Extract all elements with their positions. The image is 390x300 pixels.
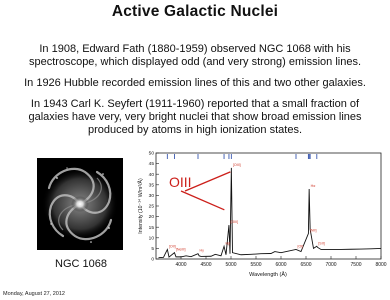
footer-date: Monday, August 27, 2012 bbox=[3, 291, 65, 297]
emission-line-label: [OII] bbox=[168, 244, 176, 249]
x-tick-label: 7000 bbox=[325, 262, 337, 268]
emission-line-label: [NeIII] bbox=[175, 247, 186, 252]
slide-title: Active Galactic Nuclei bbox=[111, 3, 279, 20]
x-tick-label: 4000 bbox=[175, 262, 187, 268]
paragraph-fath: In 1908, Edward Fath (1880-1959) observed NGC 1068 with his spectroscope, which displayed odd (and very strong) emission lines. bbox=[29, 43, 361, 68]
x-axis-label: Wavelength (Å) bbox=[249, 272, 287, 278]
x-tick-label: 6500 bbox=[300, 262, 312, 268]
galaxy-image bbox=[37, 158, 123, 250]
plot-frame bbox=[156, 153, 381, 259]
x-tick-label: 8000 bbox=[375, 262, 387, 268]
emission-line-label: [NII] bbox=[309, 228, 317, 233]
y-tick-label: 35 bbox=[148, 183, 154, 189]
paragraph-hubble: In 1926 Hubble recorded emission lines of this and two other galaxies. bbox=[24, 77, 366, 89]
y-tick-label: 10 bbox=[148, 236, 154, 242]
emission-line-label: [OIII] bbox=[232, 162, 241, 167]
y-tick-label: 30 bbox=[148, 194, 154, 199]
emission-line-label: Hβ bbox=[225, 241, 231, 246]
emission-line-label: [SII] bbox=[318, 241, 325, 246]
y-tick-label: 25 bbox=[148, 204, 154, 210]
y-tick-label: 0 bbox=[151, 257, 154, 263]
oiii-annotation: OIII bbox=[169, 174, 192, 190]
x-tick-label: 6000 bbox=[275, 262, 287, 268]
x-tick-label: 7500 bbox=[350, 262, 362, 268]
y-tick-label: 40 bbox=[148, 172, 154, 178]
y-tick-label: 50 bbox=[148, 151, 154, 157]
x-tick-label: 5000 bbox=[225, 262, 237, 268]
emission-line-label: [OI] bbox=[297, 244, 304, 249]
emission-line-label: Hγ bbox=[199, 248, 204, 253]
emission-line-label: Hα bbox=[310, 184, 316, 189]
paragraph-seyfert: In 1943 Carl K. Seyfert (1911-1960) reported that a small fraction of galaxies have very, very bright nuclei that show broad emission lines produced by atoms in high ionization states. bbox=[28, 98, 362, 136]
y-tick-label: 20 bbox=[148, 215, 154, 221]
x-tick-label: 4500 bbox=[200, 262, 212, 268]
y-tick-label: 45 bbox=[148, 162, 154, 168]
y-tick-label: 15 bbox=[148, 225, 154, 231]
y-tick-label: 5 bbox=[151, 247, 154, 252]
y-axis-label: Intensity (10⁻¹⁴ W/m²/Å) bbox=[138, 178, 144, 234]
spectrum-chart bbox=[135, 145, 387, 278]
emission-line-label: [OIII] bbox=[230, 220, 239, 225]
x-tick-label: 5500 bbox=[250, 262, 262, 268]
galaxy-label: NGC 1068 bbox=[55, 258, 107, 270]
